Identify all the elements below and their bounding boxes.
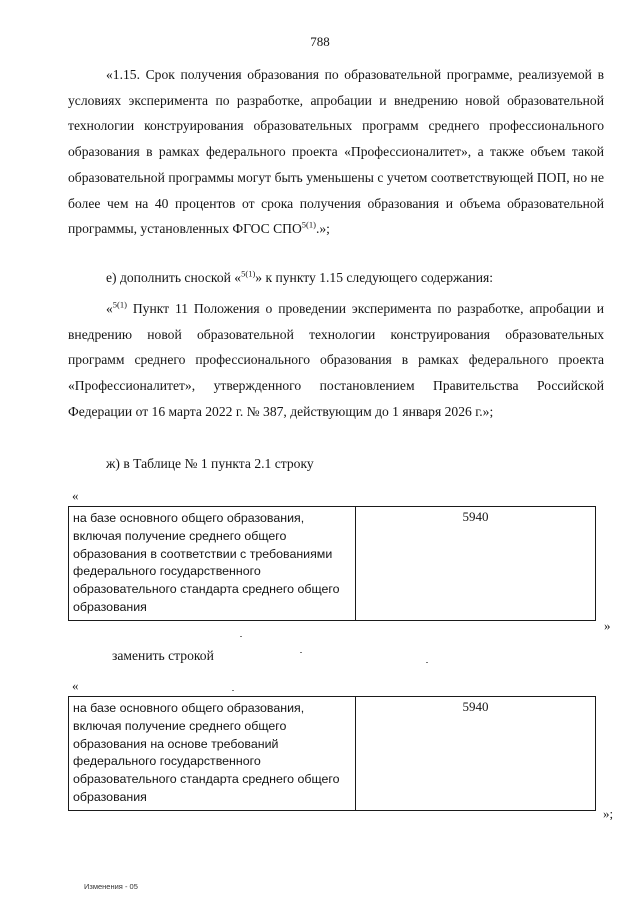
paragraph-1-15-end: .»; [315,221,330,237]
footnote-ref: 5(1) [301,219,316,230]
paragraph-e [106,270,493,286]
footnote-mark: 5(1) [112,299,127,310]
table-cell-description: на базе основного общего образования, включая получение среднего общего образования на основе требований федерального государственного образовательного стандарта среднего общего образования [69,697,356,811]
footnote-ref: 5(1) [241,268,256,279]
table-cell-value: 5940 [356,507,596,621]
scan-speck [240,636,242,637]
footnote-open-quote: « [106,301,113,316]
scan-speck [426,662,428,663]
replace-text: заменить строкой [112,648,214,663]
footer-label: Изменения - 05 [84,882,138,891]
close-quote-1: » [604,618,611,633]
paragraph-1-15 [68,62,604,242]
page-number: 788 [310,34,330,49]
footnote-paragraph [68,296,604,425]
paragraph-e-start: е) дополнить сноской « [106,270,242,285]
table-row-old [68,506,596,621]
close-quote-2: »; [603,806,614,821]
table-row-new [68,696,596,811]
paragraph-1-15-text: «1.15. Срок получения образования по образовательной программе, реализуемой в условиях эксперимента по разработке, апробации и внедрению новой образовательной технологии конструирования образовательных программ среднего профессионального образования в рамках федерального проекта «Профессионалитет», а также объем такой образовательной программы могут быть уменьшены с учетом соответствующей ПОП, но не более чем на 40 процентов от срока получения образования и объема образовательной программы, установленных ФГОС СПО [68,67,604,237]
open-quote-2: « [72,678,79,693]
table-cell-value: 5940 [356,697,596,811]
table-cell-description: на базе основного общего образования, включая получение среднего общего образования в соответствии с требованиями федерального государственного образовательного стандарта среднего общего образования [69,507,356,621]
open-quote-1: « [72,488,79,503]
footnote-text: Пункт 11 Положения о проведении эксперимента по разработке, апробации и внедрению новой образовательной технологии конструирования образовательных программ среднего профессионального образования в рамках федерального проекта «Профессионалитет», утвержденного постановлением Правительства Российской Федерации от 16 марта 2022 г. № 387, действующим до 1 января 2026 г.»; [68,301,604,419]
scan-speck [300,652,302,653]
paragraph-e-end: » к пункту 1.15 следующего содержания: [255,270,494,285]
paragraph-zh: ж) в Таблице № 1 пункта 2.1 строку [106,456,314,471]
scan-speck [232,690,234,691]
